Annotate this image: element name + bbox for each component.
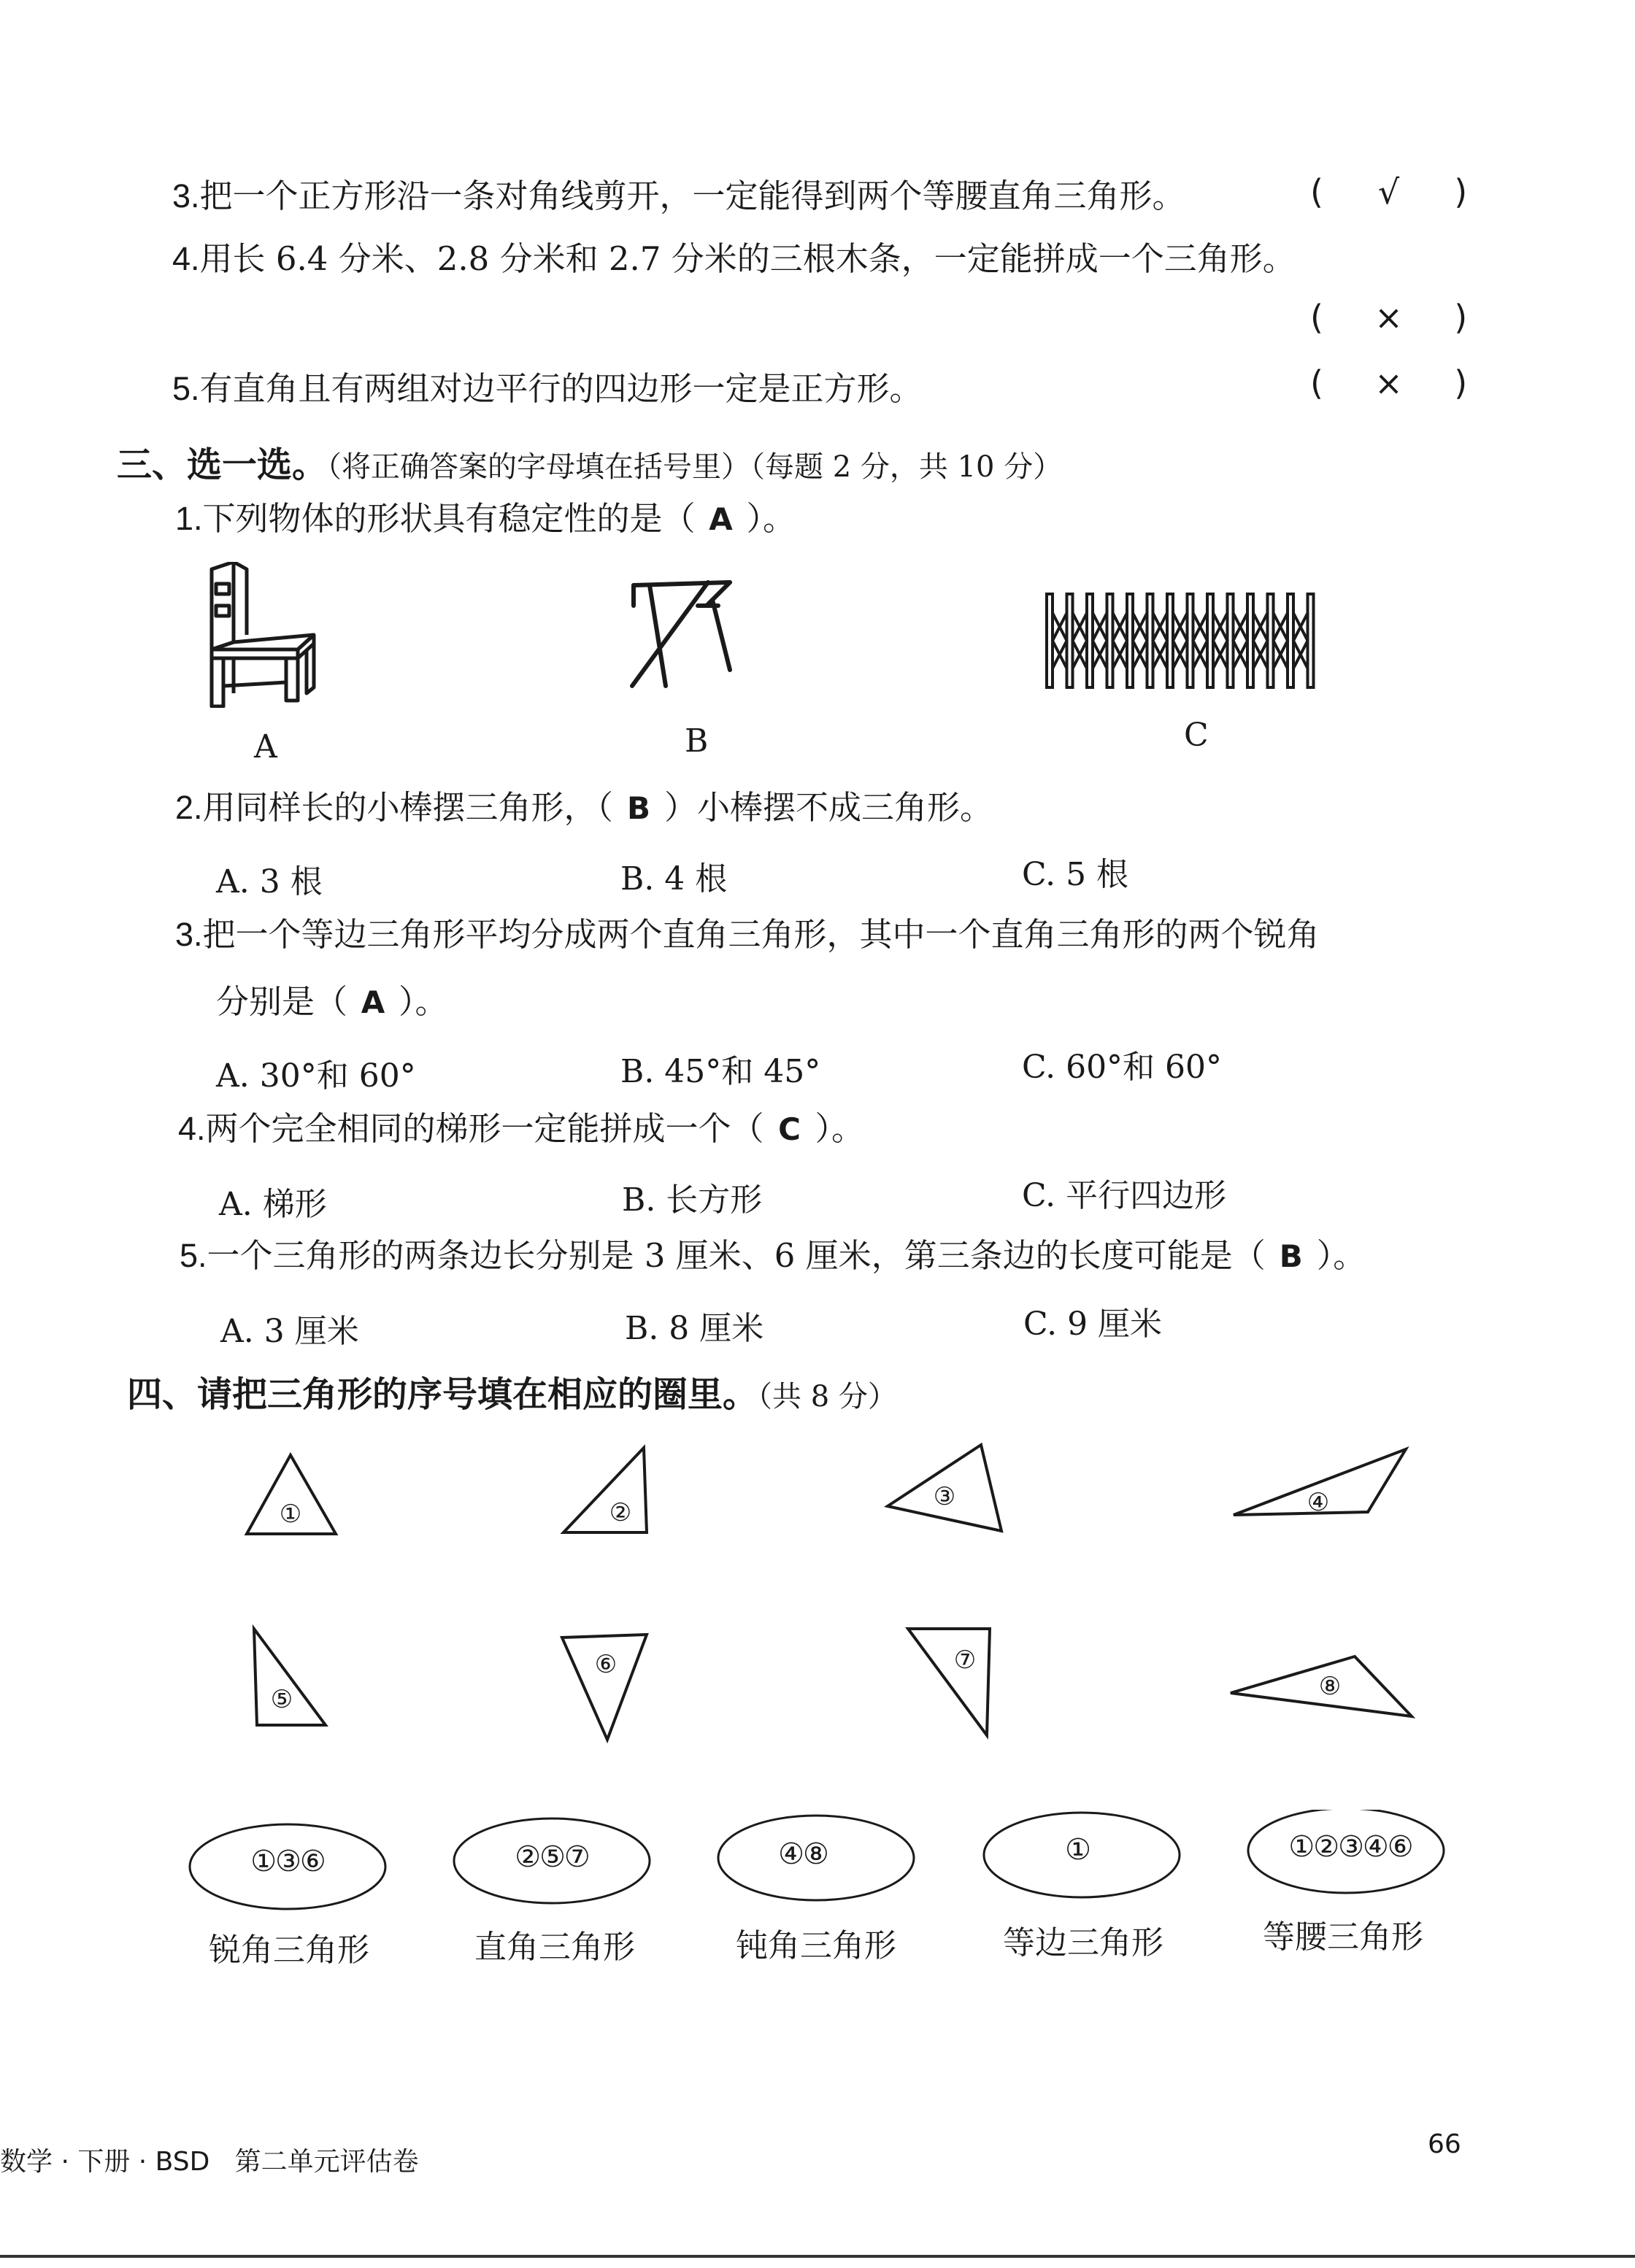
option-c: C. 5 根 xyxy=(1022,856,1129,893)
choice-question-3-line2: 分别是（ A ）。 xyxy=(216,982,448,1021)
image-caption-b: B xyxy=(685,722,709,760)
gate-diagonal xyxy=(1133,613,1147,668)
option-a: A. 3 根 xyxy=(216,863,323,900)
gate-diagonal xyxy=(1053,613,1067,668)
answer-isosceles: ①②③④⑥ xyxy=(1288,1830,1412,1864)
gate-diagonal xyxy=(1173,613,1188,668)
triangle-label-3: ③ xyxy=(933,1482,956,1511)
choice-question-1: 1.下列物体的形状具有稳定性的是（ A ）。 xyxy=(175,499,796,538)
judge-answer-3: ( √ ) xyxy=(1310,172,1468,212)
gate-diagonal xyxy=(1193,613,1208,668)
gate-diagonal xyxy=(1293,613,1308,668)
answer-obtuse: ④⑧ xyxy=(778,1837,828,1871)
option-b: B. 长方形 xyxy=(622,1181,763,1219)
triangle-label-4: ④ xyxy=(1307,1488,1330,1517)
gate-diagonal xyxy=(1053,613,1067,668)
triangles-figure xyxy=(0,1430,1635,1751)
image-caption-c: C xyxy=(1184,717,1209,754)
triangle-label-6: ⑥ xyxy=(594,1650,618,1679)
choice-question-2: 2.用同样长的小棒摆三角形，（ B ）小棒摆不成三角形。 xyxy=(175,788,993,827)
footer-left: 数学 · 下册 · BSD 第二单元评估卷 xyxy=(0,2147,419,2177)
answer-right: ②⑤⑦ xyxy=(515,1840,589,1874)
gate-diagonal xyxy=(1153,613,1168,668)
option-b: B. 8 厘米 xyxy=(625,1310,764,1347)
answer-letter: C xyxy=(778,1111,801,1147)
gate-diagonal xyxy=(1153,613,1168,668)
gate-diagonal xyxy=(1253,613,1268,668)
answer-letter: B xyxy=(627,790,651,826)
gate-diagonal xyxy=(1073,613,1088,668)
expandable-gate-image xyxy=(1044,591,1336,693)
triangle-label-2: ② xyxy=(609,1498,632,1527)
judge-item-5: 5.有直角且有两组对边平行的四边形一定是正方形。 xyxy=(172,369,923,408)
answer-letter: A xyxy=(361,984,385,1020)
gate-diagonal xyxy=(1234,613,1248,668)
gate-diagonal xyxy=(1293,613,1308,668)
triangle-2 xyxy=(563,1448,647,1532)
chair-image xyxy=(204,562,321,708)
folding-stand-image xyxy=(628,576,737,693)
gate-post xyxy=(1308,594,1314,687)
option-c: C. 60°和 60° xyxy=(1022,1049,1223,1086)
choice-question-5: 5.一个三角形的两条边长分别是 3 厘米、6 厘米，第三条边的长度可能是（ B ）。 xyxy=(180,1236,1366,1275)
gate-diagonal xyxy=(1274,613,1288,668)
judge-item-4: 4.用长 6.4 分米、2.8 分米和 2.7 分米的三根木条，一定能拼成一个三角形。 xyxy=(172,239,1296,278)
gate-diagonal xyxy=(1093,613,1107,668)
answer-letter: A xyxy=(709,501,733,537)
triangle-label-5: ⑤ xyxy=(270,1685,293,1714)
triangle-label-8: ⑧ xyxy=(1318,1672,1342,1701)
triangle-7 xyxy=(908,1629,990,1735)
page-number: 66 xyxy=(1428,2129,1461,2159)
answer-mark: × xyxy=(1374,363,1403,403)
option-c: C. 9 厘米 xyxy=(1023,1305,1163,1343)
judge-item-3: 3.把一个正方形沿一条对角线剪开，一定能得到两个等腰直角三角形。 xyxy=(172,177,1185,215)
gate-diagonal xyxy=(1213,613,1228,668)
label-isosceles: 等腰三角形 xyxy=(1263,1918,1423,1956)
gate-diagonal xyxy=(1253,613,1268,668)
answer-equilateral: ① xyxy=(1065,1833,1090,1867)
judge-answer-5: ( × ) xyxy=(1310,363,1468,403)
section-4-heading: 四、请把三角形的序号填在相应的圈里。（共 8 分） xyxy=(127,1374,897,1415)
option-c: C. 平行四边形 xyxy=(1022,1177,1227,1214)
answer-mark: × xyxy=(1374,298,1403,337)
footer-rule xyxy=(0,2255,1635,2258)
option-a: A. 梯形 xyxy=(219,1186,327,1223)
option-b: B. 4 根 xyxy=(620,860,728,898)
gate-diagonal xyxy=(1234,613,1248,668)
label-acute: 锐角三角形 xyxy=(209,1932,369,1969)
gate-diagonal xyxy=(1133,613,1147,668)
gate-diagonal xyxy=(1073,613,1088,668)
label-obtuse: 钝角三角形 xyxy=(736,1927,896,1964)
gate-diagonal xyxy=(1193,613,1208,668)
answer-letter: B xyxy=(1279,1238,1303,1274)
triangle-label-1: ① xyxy=(279,1500,302,1529)
gate-diagonal xyxy=(1213,613,1228,668)
choice-question-4: 4.两个完全相同的梯形一定能拼成一个（ C ）。 xyxy=(178,1109,865,1148)
answer-acute: ①③⑥ xyxy=(250,1845,325,1878)
triangle-label-7: ⑦ xyxy=(953,1646,977,1675)
image-caption-a: A xyxy=(254,728,277,765)
gate-diagonal xyxy=(1113,613,1128,668)
judge-answer-4: ( × ) xyxy=(1310,298,1468,337)
answer-mark: √ xyxy=(1377,172,1400,212)
gate-diagonal xyxy=(1113,613,1128,668)
section-3-heading: 三、选一选。（将正确答案的字母填在括号里）（每题 2 分，共 10 分） xyxy=(117,444,1063,485)
option-a: A. 3 厘米 xyxy=(220,1313,359,1350)
gate-diagonal xyxy=(1274,613,1288,668)
option-b: B. 45°和 45° xyxy=(620,1053,821,1090)
gate-diagonal xyxy=(1173,613,1188,668)
choice-question-3: 3.把一个等边三角形平均分成两个直角三角形，其中一个直角三角形的两个锐角 xyxy=(175,915,1320,954)
label-equilateral: 等边三角形 xyxy=(1003,1924,1163,1962)
option-a: A. 30°和 60° xyxy=(216,1057,416,1095)
label-right: 直角三角形 xyxy=(474,1929,635,1966)
gate-diagonal xyxy=(1093,613,1107,668)
